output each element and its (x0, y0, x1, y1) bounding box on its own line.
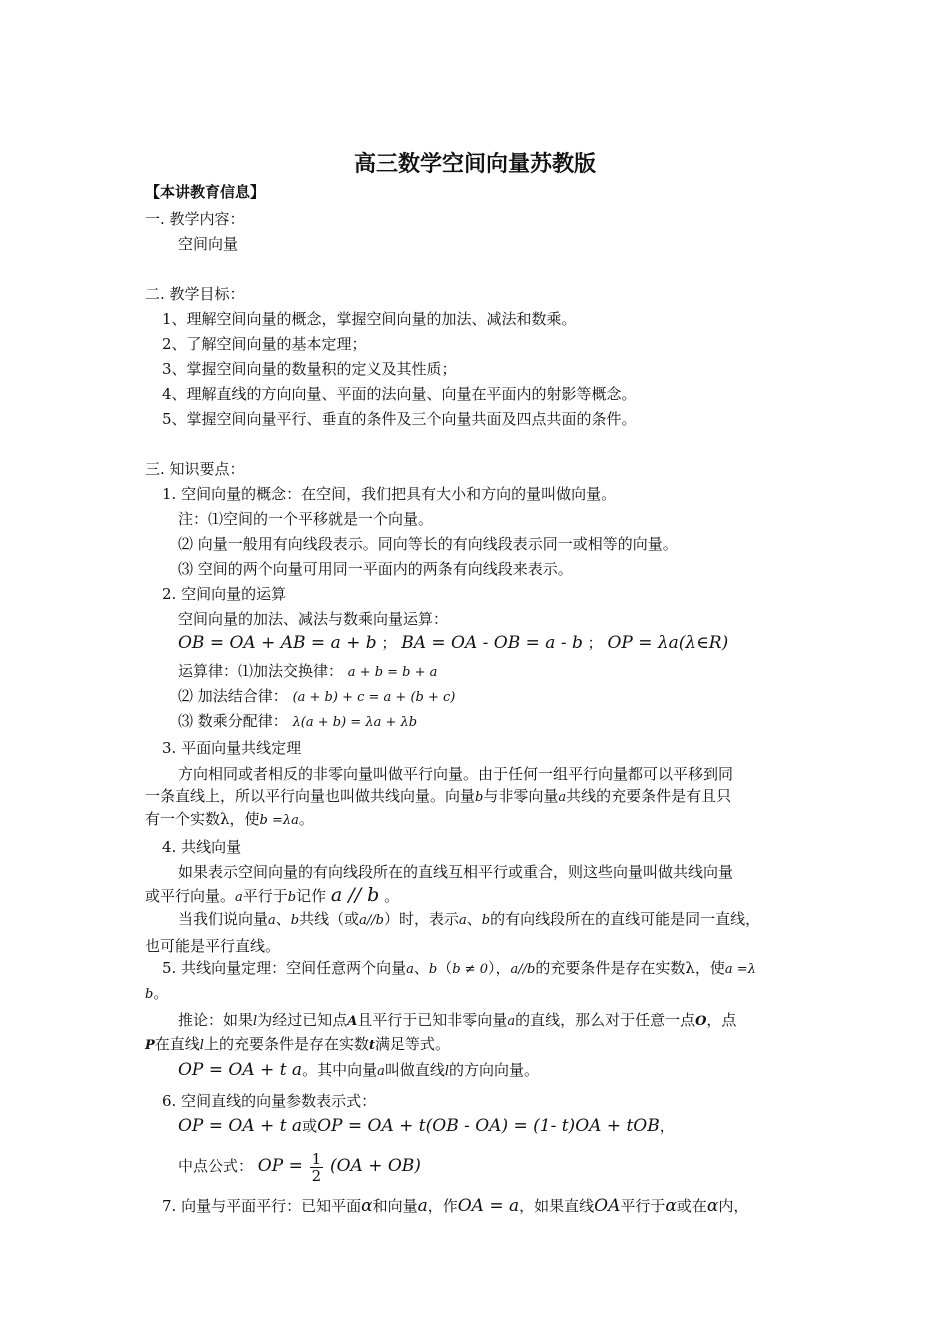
vector-a: a (507, 1014, 516, 1029)
point-5-line-2 (145, 983, 168, 1005)
text: 与非零向量 (483, 787, 559, 805)
formula: OP = OA + t a (178, 1060, 303, 1080)
text: 或平行向量。 (145, 887, 236, 905)
point-2-intro: 空间向量的加法、减法与数乘向量运算： (178, 610, 449, 628)
law-1-label: 运算律：⑴加法交换律： (178, 662, 344, 680)
line-l: l (253, 1014, 258, 1029)
law-2 (178, 686, 455, 708)
section-3-heading: 三. 知识要点： (145, 460, 245, 478)
operation-formulas (178, 633, 728, 653)
vector-a: a (406, 962, 414, 977)
text: 。 (153, 984, 169, 1002)
objective-item: 5、掌握空间向量平行、垂直的条件及三个向量共面及四点共面的条件。 (162, 410, 637, 428)
point-o: O (695, 1014, 707, 1029)
text: 平行于 (620, 1197, 666, 1215)
vector-a: a (417, 1196, 428, 1216)
point-4-line-4: 也可能是平行直线。 (145, 937, 281, 955)
law-1-formula: a + b = b + a (347, 665, 438, 680)
text: 的充要条件是存在实数λ，使 (535, 959, 725, 977)
text: 内， (718, 1197, 749, 1215)
parallel-notation: a // b (330, 884, 380, 906)
text: ，如果直线 (519, 1197, 595, 1215)
parametric-formula (178, 1116, 675, 1136)
fraction (310, 1151, 324, 1184)
text: 、 (413, 959, 429, 977)
point-7-line-1 (162, 1196, 748, 1216)
text: 一条直线上，所以平行向量也叫做共线向量。向量 (145, 787, 476, 805)
text: 、 (466, 910, 482, 928)
text: 满足等式。 (375, 1035, 451, 1053)
plane-alpha: α (706, 1196, 719, 1216)
text: ， (659, 1117, 675, 1135)
plane-alpha: α (665, 1196, 677, 1216)
text: 。 (298, 810, 314, 828)
law-2-label: ⑵ 加法结合律： (178, 687, 288, 705)
point-3-line-2 (145, 786, 731, 808)
point-4-line-1: 如果表示空间向量的有向线段所在的直线互相平行或重合，则这些向量叫做共线向量 (178, 863, 734, 881)
page-title: 高三数学空间向量苏教版 (353, 152, 596, 177)
point-1-note-3: ⑶ 空间的两个向量可用同一平面内的两条有向线段来表示。 (178, 560, 573, 578)
formula: OP = (257, 1156, 303, 1176)
point-3-line-3 (145, 809, 314, 831)
point-2-title: 2. 空间向量的运算 (162, 585, 287, 603)
law-3 (178, 711, 417, 733)
text: 记作 (296, 887, 327, 905)
separator: ； (587, 634, 603, 652)
text: 为经过已知点 (257, 1011, 348, 1029)
point-4-line-2 (145, 885, 399, 908)
parallel-notation: a//b (359, 913, 384, 928)
section-1-content: 空间向量 (178, 235, 239, 253)
formula: OP = OA + t a (178, 1116, 303, 1136)
text: 或在 (676, 1197, 707, 1215)
vector-b: b (145, 987, 154, 1002)
law-1 (178, 661, 437, 683)
point-p: P (145, 1038, 155, 1053)
text: 平行于 (242, 887, 288, 905)
text: 叫做直线 (384, 1061, 445, 1079)
point-a: A (347, 1014, 358, 1029)
plane-alpha: α (361, 1196, 373, 1216)
line-l: l (199, 1038, 204, 1053)
text: ，点 (706, 1011, 737, 1029)
point-1-note-1: 注：⑴空间的一个平移就是一个向量。 (178, 510, 434, 528)
midpoint-formula (178, 1150, 421, 1184)
text: 。 (384, 887, 400, 905)
text: ）时，表示 (383, 910, 459, 928)
formula: b =λa (259, 813, 299, 828)
vector-b: b (481, 913, 491, 928)
vector-b: b (290, 913, 300, 928)
objective-item: 2、了解空间向量的基本定理； (162, 335, 367, 353)
text: 推论：如果 (178, 1011, 254, 1029)
formula-sub: BA = OA - OB = a - b (401, 633, 583, 653)
text: 上的充要条件是存在实数 (203, 1035, 369, 1053)
point-6-title: 6. 空间直线的向量参数表示式： (162, 1092, 377, 1110)
scalar-t: t (368, 1038, 375, 1053)
objective-item: 3、掌握空间向量的数量积的定义及其性质； (162, 360, 457, 378)
text: （ (437, 959, 453, 977)
vector-b: b (428, 962, 438, 977)
text: 或 (302, 1117, 318, 1135)
denominator: 2 (311, 1166, 322, 1185)
vector-a: a (558, 790, 567, 805)
text: 5. 共线向量定理：空间任意两个向量 (162, 959, 407, 977)
point-4-title: 4. 共线向量 (162, 838, 242, 856)
vector-a: a (235, 890, 243, 905)
point-5-line-1 (162, 958, 756, 980)
text: 中点公式： (178, 1157, 254, 1175)
line-oa: OA (594, 1196, 621, 1216)
info-header: 【本讲教育信息】 (145, 183, 266, 201)
formula: b ≠ 0 (452, 962, 488, 977)
separator: ； (381, 634, 397, 652)
formula-scalar: OP = λa(λ∈R) (607, 633, 729, 653)
text: 在直线 (154, 1035, 200, 1053)
section-1-heading: 一. 教学内容： (145, 210, 245, 228)
point-4-line-3 (178, 909, 760, 931)
corollary-line-2 (145, 1034, 450, 1056)
text: 7. 向量与平面平行：已知平面 (162, 1197, 362, 1215)
vector-a: a (377, 1064, 385, 1079)
text: 和向量 (372, 1197, 418, 1215)
text: 、 (275, 910, 291, 928)
formula: OP = OA + t(OB - OA) = (1- t)OA + tOB (317, 1116, 660, 1136)
law-2-formula: (a + b) + c = a + (b + c) (292, 690, 456, 705)
vector-a: a (459, 913, 467, 928)
vector-a: a (268, 913, 276, 928)
text: 有一个实数λ，使 (145, 810, 260, 828)
text: ）， (487, 959, 511, 977)
corollary-line-1 (178, 1010, 736, 1032)
point-3-title: 3. 平面向量共线定理 (162, 739, 302, 757)
text: 的有向线段所在的直线可能是同一直线， (490, 910, 761, 928)
law-3-label: ⑶ 数乘分配律： (178, 712, 288, 730)
text: ，作 (427, 1197, 458, 1215)
formula-add: OB = OA + AB = a + b (178, 633, 377, 653)
law-3-formula: λ(a + b) = λa + λb (292, 715, 418, 730)
text: 共线的充要条件是有且只 (566, 787, 732, 805)
text: 且平行于已知非零向量 (357, 1011, 508, 1029)
formula: a =λ (724, 962, 756, 977)
objective-item: 4、理解直线的方向向量、平面的法向量、向量在平面内的射影等概念。 (162, 385, 637, 403)
vector-b: b (475, 790, 484, 805)
line-l: l (444, 1064, 450, 1079)
formula: OA = a (457, 1196, 520, 1216)
point-3-line-1: 方向相同或者相反的非零向量叫做平行向量。由于任何一组平行向量都可以平移到同 (178, 765, 734, 783)
numerator: 1 (311, 1149, 322, 1168)
parallel-notation: a//b (510, 962, 536, 977)
objective-item: 1、理解空间向量的概念，掌握空间向量的加法、减法和数乘。 (162, 310, 577, 328)
section-2-heading: 二. 教学目标： (145, 285, 245, 303)
text: 的方向向量。 (449, 1061, 540, 1079)
point-1-note-2: ⑵ 向量一般用有向线段表示。同向等长的有向线段表示同一或相等的向量。 (178, 535, 678, 553)
text: 当我们说向量 (178, 910, 269, 928)
formula: (OA + OB) (329, 1156, 421, 1176)
text: 共线（或 (299, 910, 360, 928)
point-1-title: 1. 空间向量的概念：在空间，我们把具有大小和方向的量叫做向量。 (162, 485, 617, 503)
text: 的直线，那么对于任意一点 (515, 1011, 696, 1029)
corollary-equation (178, 1060, 539, 1082)
text: 。其中向量 (302, 1061, 378, 1079)
vector-b: b (287, 890, 297, 905)
